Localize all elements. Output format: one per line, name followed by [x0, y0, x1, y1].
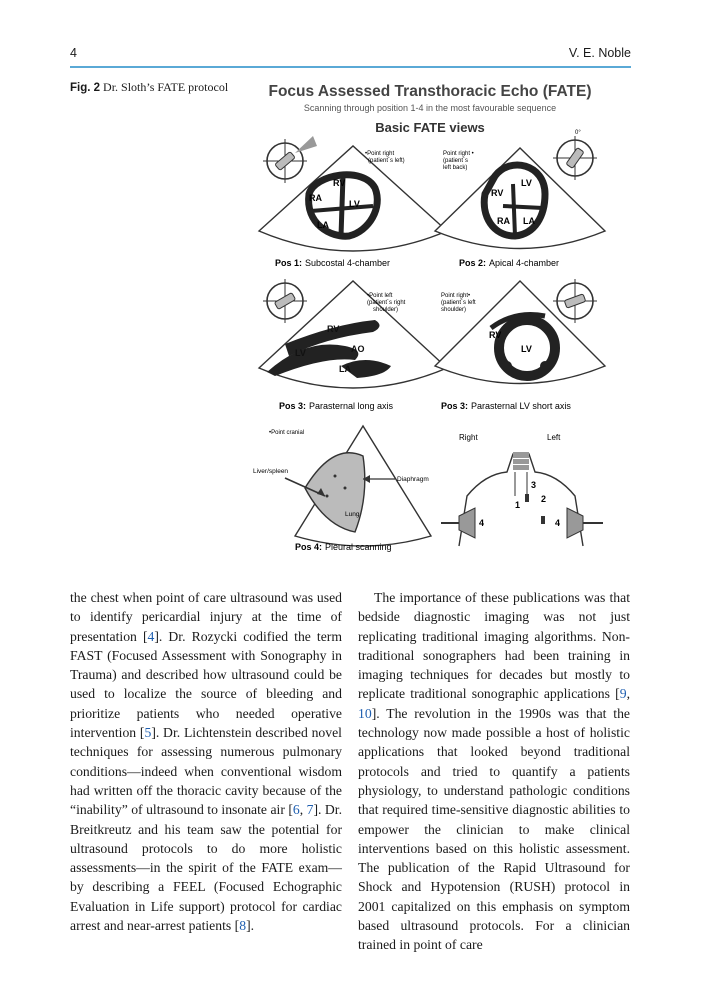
point-note: left back)	[443, 165, 468, 171]
chamber-label: LA	[317, 220, 329, 230]
figure-subtitle: Scanning through position 1-4 in the most favourable sequence	[303, 103, 557, 113]
panel-subcostal	[259, 136, 447, 268]
body-text-left-column	[70, 588, 342, 935]
position-number: 2	[541, 494, 547, 504]
svg-text:Pos 3:Parasternal long axis	[279, 401, 394, 411]
svg-text:Pos 2:Apical 4-chamber	[459, 258, 559, 268]
point-note: •Point left	[367, 293, 393, 299]
caption-label: Fig. 2	[70, 82, 101, 94]
chamber-label: LV	[521, 344, 532, 354]
point-note: shoulder)	[373, 307, 399, 313]
pleural-label: Diaphragm	[397, 476, 429, 483]
pos-label: Pos 3:	[441, 401, 469, 411]
paragraph	[70, 588, 342, 935]
panel-parasternal-long	[259, 279, 447, 411]
chamber-label: LV	[295, 348, 306, 358]
text-run: ]. The revolution in the 1990s was that the technology now made possible a host of holistic applications that looked beyond traditional protocols and tried to quantify a patients physiology, to understand pathologic conditions that required time-sensitive diagnostic abilities to empower the clinician to make clinical interventions based on this holistic assessment. The publication of the Rapid Ultrasound for Shock and Hypotension (RUSH) protocol in 2001 capitalized on this emphasis on symptom based ultrasound protocols. For a clinician trained in point of care	[358, 705, 630, 953]
point-note: •Point cranial	[269, 430, 305, 436]
view-label: Apical 4-chamber	[489, 258, 560, 268]
section-title: Basic FATE views	[375, 120, 485, 135]
probe-dial-icon	[553, 136, 597, 180]
probe-dial-icon	[263, 136, 317, 183]
fate-figure	[245, 76, 635, 566]
text-run: the chest when point of care ultrasound was used to identify pericardial injury at the time of presentation [	[70, 590, 342, 644]
point-note: Point right•	[441, 293, 471, 299]
text-run: ]. Dr. Breitkreutz and his team saw the potential for ultrasound protocols to do more holistic assessments—in the spirit of the FATE exam—by describing a FEEL (Focused Echographic Evaluation in Life support) protocol for cardiac arrest and near-arrest patients [	[70, 802, 343, 934]
view-label: Parasternal LV short axis	[471, 401, 571, 411]
svg-text:Pos 1:Subcostal 4-chamber	[275, 258, 390, 268]
citation-link[interactable]: 4	[147, 628, 155, 644]
chamber-label: LV	[349, 199, 360, 209]
position-number: 1	[515, 500, 521, 510]
citation-link[interactable]: 8	[239, 918, 247, 934]
chamber-label: AO	[351, 344, 365, 354]
panel-parasternal-short	[435, 279, 605, 411]
body-map-right: Right	[459, 433, 478, 442]
pos-label: Pos 4:	[295, 542, 323, 552]
text-run: ,	[626, 686, 630, 702]
panel-apical	[435, 130, 605, 268]
chamber-label: RV	[327, 324, 340, 334]
text-run: The importance of these publications was that bedside diagnostic imaging was not just replicating traditional imaging algorithms. Non-traditional sonographers had been training in imaging techniques for decades but mostly to replicate traditional sonographic applications [	[358, 590, 630, 702]
pos-label: Pos 1:	[275, 258, 303, 268]
body-text-right-column	[358, 588, 630, 955]
chamber-label: RA	[309, 193, 322, 203]
pos-label: Pos 3:	[279, 401, 307, 411]
chamber-label: RV	[489, 330, 502, 340]
pos-label: Pos 2:	[459, 258, 487, 268]
text-run: ]. Dr. Lichtenstein described novel techniques for assessing numerous pulmonary conditions—indeed when conventional wisdom had written off the thoracic cavity because of the “inability” of ultrasound to insonate air [	[70, 725, 342, 818]
view-label: Pleural scanning	[325, 542, 392, 552]
panel-pleural	[253, 426, 431, 552]
caption-text: Dr. Sloth’s FATE protocol	[103, 80, 229, 94]
point-note: •Point right	[365, 151, 395, 157]
running-head-author: V. E. Noble	[568, 46, 631, 60]
text-run: ]. Dr. Rozycki codified the term FAST (Focused Assessment with Sonography in Trauma) and described how ultrasound could be used to localize the source of bleeding and prioritize patients who needed operative intervention [	[70, 628, 342, 741]
body-map-left: Left	[547, 433, 561, 442]
chamber-label: LV	[521, 178, 532, 188]
probe-dial-icon	[553, 279, 597, 323]
svg-text:Pos 4:Pleural scanning	[295, 542, 392, 552]
point-note: Point right •	[443, 151, 474, 157]
header-rule	[70, 66, 631, 68]
body-map	[441, 433, 603, 546]
citation-link[interactable]: 7	[306, 802, 314, 818]
pleural-label: Liver/spleen	[253, 468, 289, 475]
point-note: (patient´s left	[441, 300, 476, 306]
citation-link[interactable]: 10	[358, 705, 372, 721]
view-label: Subcostal 4-chamber	[305, 258, 391, 268]
pleural-label: Lung	[345, 511, 360, 518]
fate-diagram	[245, 76, 635, 566]
citation-link[interactable]: 6	[292, 802, 300, 818]
position-number: 4	[555, 518, 561, 528]
point-note: (patient´s	[443, 158, 469, 164]
text-run: ].	[246, 918, 255, 934]
point-note: shoulder)	[441, 307, 467, 313]
figure-title: Focus Assessed Transthoracic Echo (FATE)	[268, 83, 592, 100]
text-run: ,	[299, 802, 307, 818]
page-number: 4	[70, 46, 77, 60]
chamber-label: RV	[333, 178, 346, 188]
chamber-label: RV	[491, 188, 504, 198]
chamber-label: RA	[497, 216, 510, 226]
chamber-label: LA	[523, 216, 535, 226]
citation-link[interactable]: 9	[619, 686, 627, 702]
svg-text:Pos 3:Parasternal LV short axi	[441, 401, 571, 411]
probe-dial-icon	[263, 279, 307, 323]
chamber-label: LA	[339, 364, 351, 374]
angle-marker: 0°	[575, 130, 581, 136]
figure-caption	[70, 80, 240, 96]
point-note: (patient´s right	[367, 300, 406, 306]
position-number: 4	[479, 518, 485, 528]
view-label: Parasternal long axis	[309, 401, 394, 411]
position-number: 3	[531, 480, 537, 490]
point-note: (patient´s left)	[368, 158, 405, 164]
paragraph	[358, 588, 630, 955]
citation-link[interactable]: 5	[144, 725, 152, 741]
